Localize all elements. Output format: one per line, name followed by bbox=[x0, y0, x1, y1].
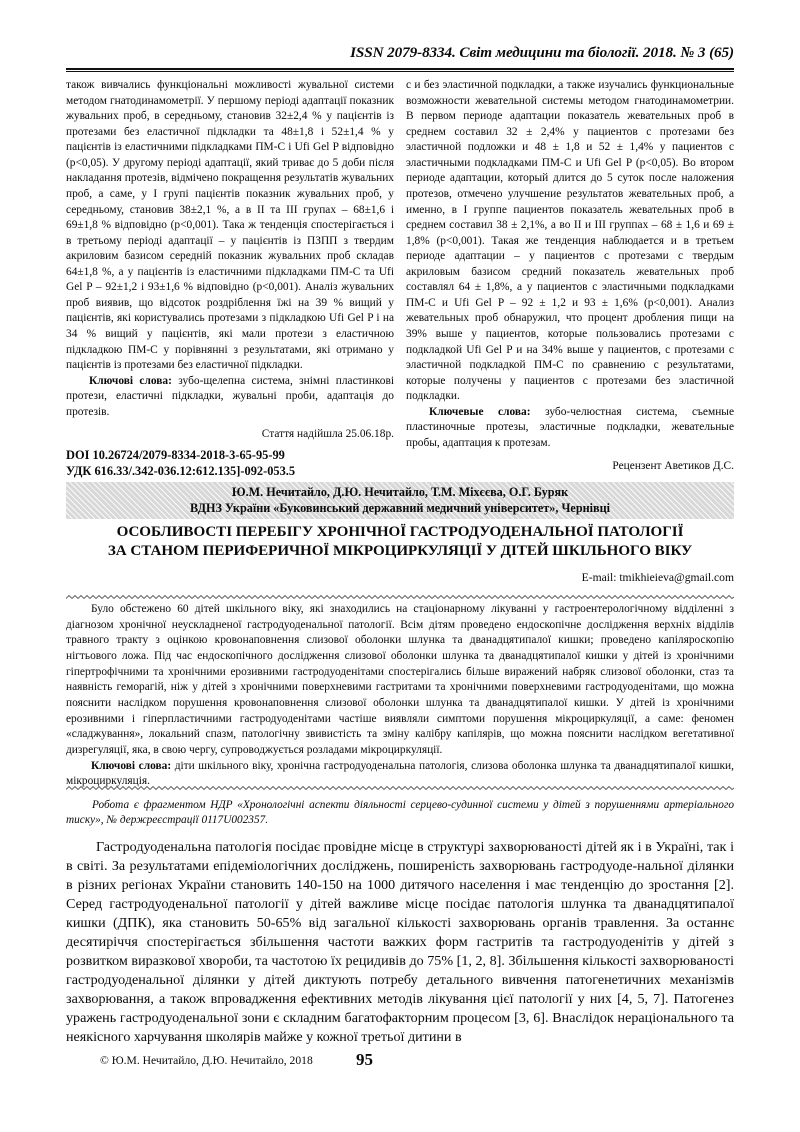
keywords-label-ua: Ключові слова: bbox=[89, 374, 172, 387]
keywords-label-main: Ключові слова: bbox=[91, 759, 172, 772]
body-paragraph-1: Гастродуоденальна патологія посідає провідне місце в структурі захворюваності дітей як і в Україні, так і в світі. За результатами епідеміологічних досліджень, поширеність захворювань гастродуоде-нальної ділянки в різних регіонах України становить 140-150 на 1000 дитячого населення і має тенденцію до зростання [2]. Серед гастродуоденальної патології у дітей важливе місце посідає патологія шлунка та дванадцятипалої кишки (ДПК), яка становить 50-65% від загальної кількості захворювань органів травлення. За останнє десятиріччя спостерігається збільшення частоти важких форм гастритів та гастродуоденітів у дітей з розвитком виразкової хвороби, та частотою їх рецидивів до 75% [1, 2, 8]. Збільшення кількості захворюваності гастродуоденальної ділянки у дітей диктують потребу детального вивчення патогенетичних механізмів захворювання, а також впровадження ефективних методів лікування цієї патології у них [4, 5, 7]. Патогенез уражень гастродуоденальної зони є складним багатофакторним процесом [3, 6]. Внаслідок нераціонального та неякісного харчування школярів майже у кожної третьої дитини в bbox=[66, 839, 734, 1045]
main-abstract bbox=[66, 602, 734, 790]
article-title bbox=[66, 523, 734, 562]
wavy-separator-bottom bbox=[66, 785, 734, 791]
abstract-column-russian bbox=[406, 78, 734, 474]
authors-banner bbox=[66, 482, 734, 519]
abstract-column-ukrainian bbox=[66, 78, 394, 474]
funding-note: Робота є фрагментом НДР «Хронологічні аспекти діяльності серцево-судинної системи у дітей з порушеннями артеріального тиску», № держреєстрації 0117U002357. bbox=[66, 799, 734, 827]
abstract-ua-body: також вивчались функціональні можливості жувальної системи методом гнатодинамометрії. У першому періоді адаптації показник жувальних проб, в середньому, становив 32±2,4 % у пацієнтів із протезами без еластичної підкладки та 48±1,8 і 52±1,4 % у пацієнтів із еластичними підкладками ПМ-С і Ufi Gel P відповідно (р<0,05). У другому періоді адаптації, який триває до 5 доби після накладання протезів, відмічено покращення результатів жувальних проб, а саме, у I групі пацієнтів показник жувальних проб, у середньому, становив 38±2,1 %, а в II та III групах – 68±1,6 і 69±1,8 % відповідно (р<0,001). Така ж тенденція спостерігається і в третьому періоді адаптації – у пацієнтів із ПЗПП з твердим акриловим базисом середній показник жувальних проб складав 64±1,8 %, а у пацієнтів із еластичними підкладками ПМ-С та Ufi Gel P – 92±1,2 і 93±1,6 % відповідно (р<0,001). Аналіз жувальних проб виявив, що відсоток роздріблення їжі на 39 % вищий у пацієнтів, які користувались протезами з підкладкою Ufi Gel P і на 34 % вищий у пацієнтів, які мали протези з еластичною підкладкою ПМ-С у порівнянні з результатами, які отримано у пацієнтів із протезами без еластичної підкладки. bbox=[66, 79, 394, 372]
doi-line[interactable]: DOI 10.26724/2079-8334-2018-3-65-95-99 bbox=[66, 448, 285, 462]
author-names: Ю.М. Нечитайло, Д.Ю. Нечитайло, Т.М. Міхєєва, О.Г. Буряк bbox=[231, 485, 569, 499]
udk-line: УДК 616.33/.342-036.12:612.135]-092-053.5 bbox=[66, 463, 296, 478]
article-title-line-1: ОСОБЛИВОСТІ ПЕРЕБІГУ ХРОНІЧНОЇ ГАСТРОДУОДЕНАЛЬНОЇ ПАТОЛОГІЇ bbox=[116, 524, 684, 540]
header-double-rule bbox=[66, 68, 734, 72]
article-title-line-2: ЗА СТАНОМ ПЕРИФЕРИЧНОЇ МІКРОЦИРКУЛЯЦІЇ У ДІТЕЙ ШКІЛЬНОГО ВІКУ bbox=[107, 543, 693, 560]
keywords-text-ru: зубо-челюстная система, съемные пластиночные протезы, эластичные подкладки, жевательные пробы, адаптация к протезам. bbox=[406, 405, 734, 449]
abstract-ru-body: с и без эластичной подкладки, а также изучались функциональные возможности жевательной системы методом гнатодинамометрии. В первом периоде адаптации показатель жевательных проб в среднем составил 32 ± 2,4% у пациентов с протезами без эластичной подложки и 48 ± 1,8 и 52 ± 1,4% у пациентов с эластичными подкладками ПМ-С и Ufi Gel P (p<0,05). Во втором периоде адаптации, который длится до 5 суток после наложения протезов, отмечено улучшение результатов жевательных проб, а именно, в I группе пациентов показатель жевательных проб в среднем составил 38 ± 2,1%, а во II и III группах – 68 ± 1,6 и 69 ± 1,8% (p<0,001). Такая же тенденция наблюдается и в третьем периоде адаптации – у пациентов с протезами с твердым акриловым базисом средний показатель жевательных проб составлял 64 ± 1,8%, а у пациентов с эластичными подкладками ПМ-С и Ufi Gel P – 92 ± 1,2 и 93 ± 1,6% (p<0,001). Анализ жевательных проб обнаружил, что процент дробления пищи на 39% выше у пациентов, которые пользовались протезами с подкладкой Ufi Gel P и на 34% выше у пациентов, с протезами с эластичной подкладкой ПМ-С по сравнению с результатами, которые получены у пациентов с протезами без эластичной подкладки. bbox=[406, 79, 734, 403]
abstract-ru-keywords bbox=[406, 405, 734, 452]
main-abstract-body: Було обстежено 60 дітей шкільного віку, які знаходились на стаціонарному лікуванні у гастроентерологічному відділенні з діагнозом хронічної неускладненої гастродуоденальної патології. Всім дітям проведено ендоскопічне дослідження верхніх відділів травного тракту з оцінкою кровонаповнення слизової оболонки шлунка та дванадцятипалої кишки; проведено капіляроскопію нігтьового ложа. Під час ендоскопічного дослідження слизової оболонки шлунка та дванадцятипалої кишки у дітей із хронічними гіпертрофічними та хронічними ерозивними гастродуоденітами спостерігались більше виражений набряк слизової оболонки, стаз та наявність геморагій, ніж у дітей з хронічними поверхневими гастритами та хронічними поверхневими гастродуоденітами, що можна пояснити наслідком порушення кровонаповнення слизової оболонки шлунка та дванадцятипалої кишки. У дітей із хронічними ерозивними і гіперпластичними гастродуоденітами частіше виявляли симптоми порушення мікроциркуляції, а саме: феномен «сладжування», локальний спазм, патологічну звивистість та зміну калібру капілярів, що можна пояснити наслідком вегетативної дизрегуляції, яка, в свою чергу, супроводжується розладами мікроциркуляції. bbox=[66, 603, 734, 757]
keywords-text-ua: зубо-щелепна система, знімні пластинкові протези, еластичні підкладки, жувальні проби, адаптація до протезів. bbox=[66, 374, 394, 418]
wavy-separator-top bbox=[66, 594, 734, 600]
page-number: 95 bbox=[356, 1050, 373, 1069]
page-footer bbox=[66, 1050, 734, 1074]
reviewer-name: Рецензент Аветиков Д.С. bbox=[612, 459, 734, 472]
author-affiliation: ВДНЗ України «Буковинський державний медичний університет», Чернівці bbox=[189, 501, 610, 516]
keywords-label-ru: Ключевые слова: bbox=[429, 405, 531, 418]
abstract-columns bbox=[66, 78, 734, 474]
contact-email[interactable]: E-mail: tmikhieieva@gmail.com bbox=[581, 571, 734, 584]
running-head: ISSN 2079-8334. Світ медицини та біології. 2018. № 3 (65) bbox=[350, 44, 734, 61]
copyright-line: © Ю.М. Нечитайло, Д.Ю. Нечитайло, 2018 bbox=[100, 1054, 313, 1067]
received-date: Стаття надійшла 25.06.18р. bbox=[261, 428, 394, 441]
abstract-ua-keywords bbox=[66, 374, 394, 421]
identifier-block bbox=[66, 448, 734, 480]
keywords-text-main: діти шкільного віку, хронічна гастродуоденальна патологія, слизова оболонка шлунка та дванадцятипалої кишки, мікроциркуляція. bbox=[66, 759, 735, 788]
